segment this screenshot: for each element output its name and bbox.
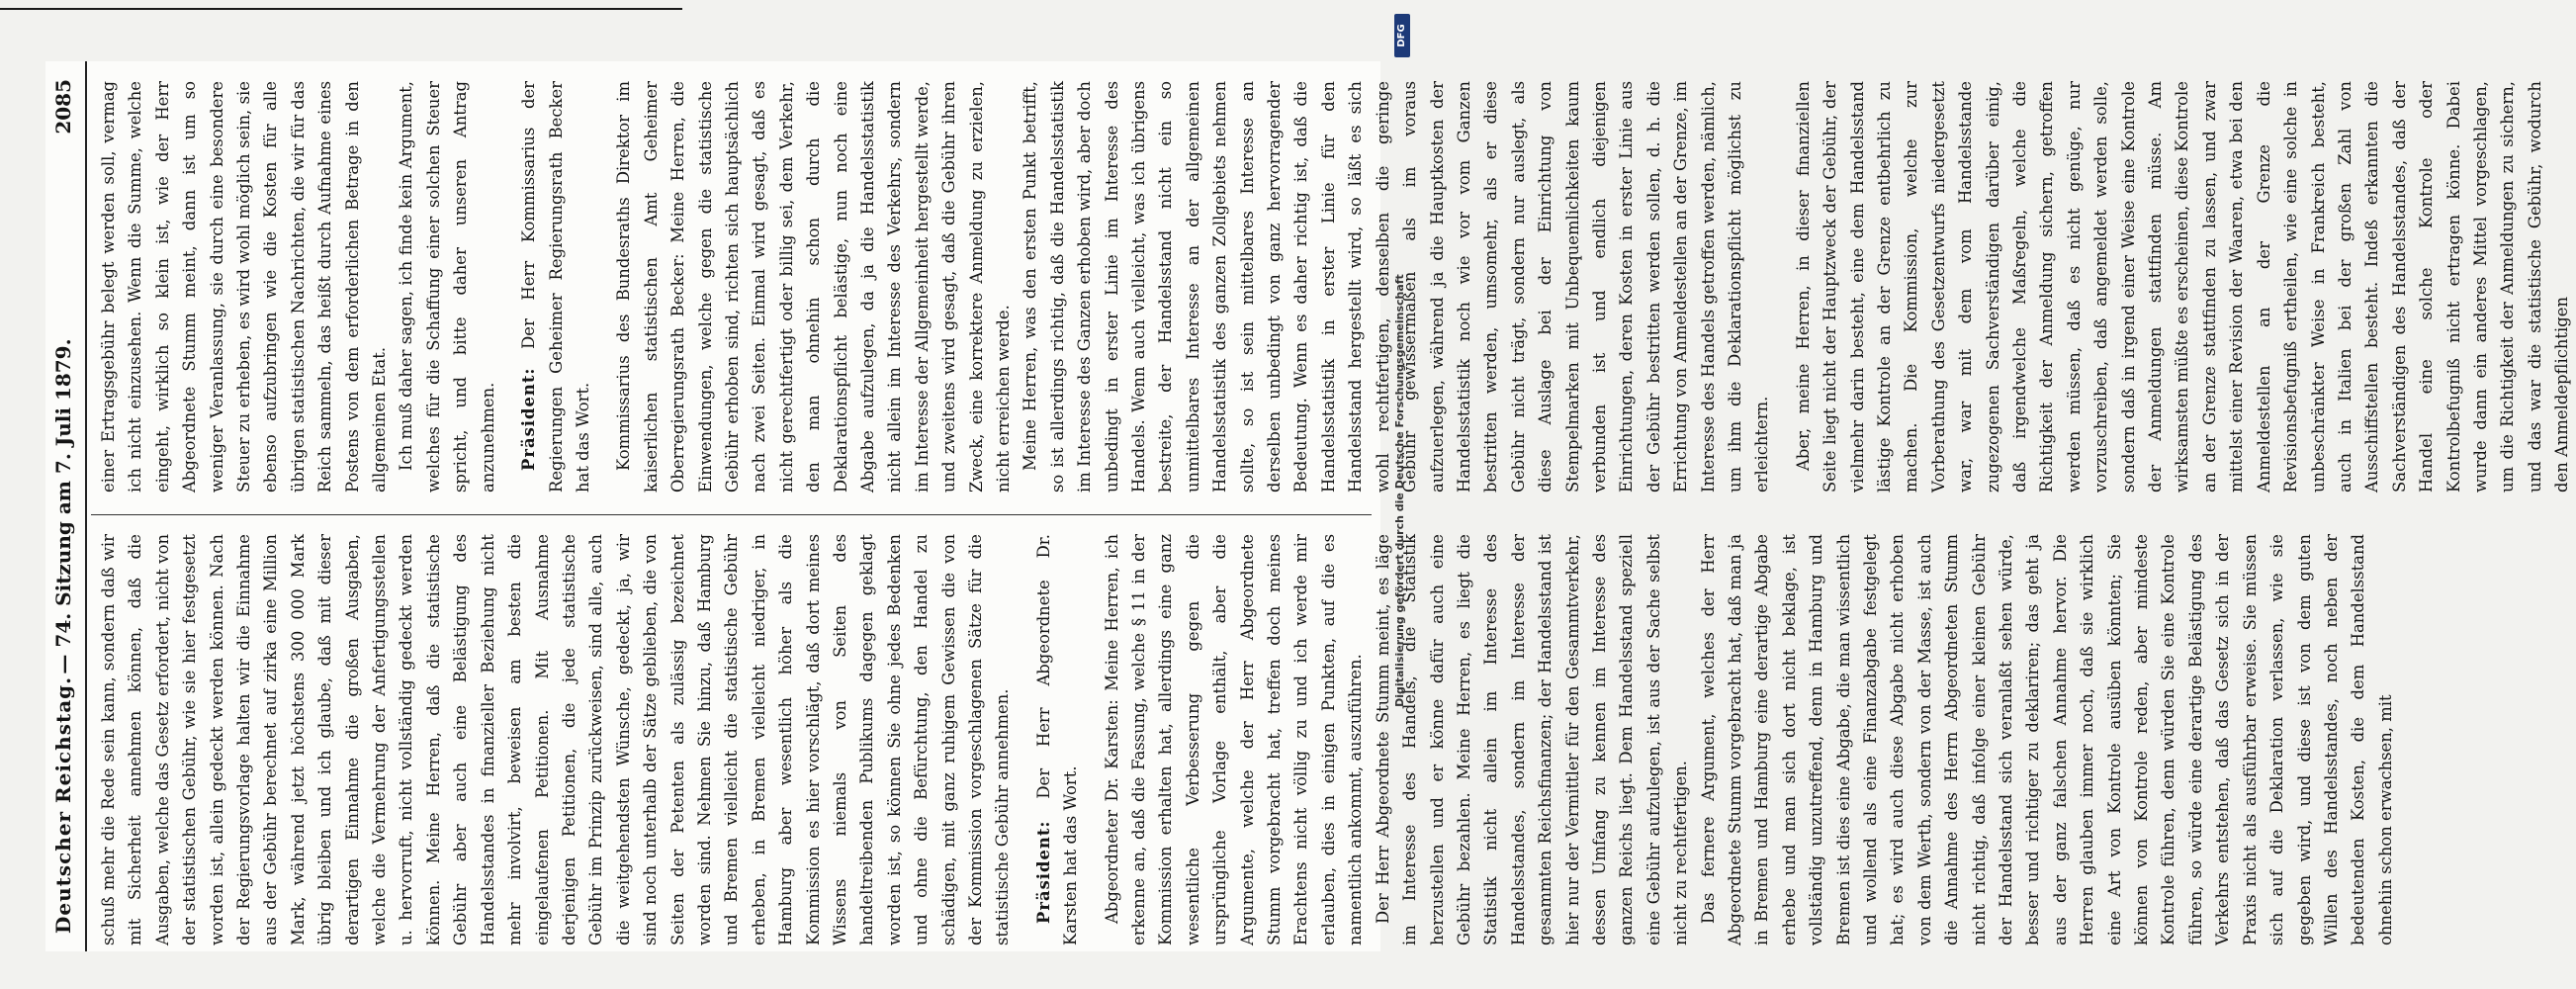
paragraph-text: Der Herr Abgeordnete Dr. Karsten hat das Wort. — [1033, 534, 1081, 945]
paragraph-text: Der Herr Abgeordnete Stumm meint, es läge im Interesse des Handels, die Statistik herzustellen und er könne dafür auch eine Gebühr bezahlen. Meine Herren, es liegt die Statistik nicht allein im Interesse des Handelsstandes, sondern im Interesse der gesammten Reichsfinanzen; der Handelsstand ist hier nur der Vermittler für den Gesammtverkehr, dessen Umfang zu kennen im Interesse des ganzen Reichs liegt. Dem Handelsstand speziell eine Gebühr aufzulegen, ist aus der Sache selbst nicht zu rechtfertigen. — [1373, 534, 1691, 945]
paragraph-text: Meine Herren, was den ersten Punkt betrifft, so ist allerdings richtig, daß die Handelsstatistik im Interesse des Ganzen erhoben wird, aber doch unbedingt in erster Linie im Interesse des Handels. Wenn auch vielleicht, was ich übrigens bestreite, der Handelsstand nicht ein so unmittelbares Interesse an der allgemeinen Handelsstatistik des ganzen Zollgebiets nehmen sollte, so ist sein mittelbares Interesse an derselben unbedingt von ganz hervorragender Bedeutung. Wenn es daher richtig ist, daß die Handelsstatistik in erster Linie für den Handelsstand hergestellt wird, so läßt es sich wohl rechtfertigen, denselben die geringe Gebühr gewissermaßen als im voraus aufzuerlegen, während ja die Hauptkosten der Handelsstatistik noch wie vor vom Ganzen bestritten werden, umsomehr, als er diese Gebühr nicht trägt, sondern nur auslegt, als diese Auslage bei der Einrichtung von Stempelmarken mit Unbequemlichkeiten kaum verbunden ist und endlich diejenigen Einrichtungen, deren Kosten in erster Linie aus der Gebühr bestritten werden sollen, d. h. die Errichtung von Anmeldestellen an der Grenze, im Interesse des Handels getroffen werden, nämlich, um ihm die Deklarationspflicht möglichst zu erleichtern. — [1021, 81, 1772, 493]
dfg-logo-text: DFG — [1396, 24, 1407, 47]
paragraph — [610, 81, 1017, 493]
header-left: Deutscher Reichstag. — [51, 675, 75, 934]
page-header — [45, 61, 83, 951]
paragraph-text: schuß mehr die Rede sein kann, sondern daß wir mit Sicherheit annehmen können, daß die Ausgaben, welche das Gesetz erfordert, nicht von der statistischen Gebühr, wie sie hier festgesetzt worden ist, allein gedeckt werden können. Nach der Regierungsvorlage halten wir die Einnahme aus der Gebühr berechnet auf zirka eine Million Mark, während jetzt höchstens 300 000 Mark übrig bleiben und ich glaube, daß mit dieser derartigen Einnahme die großen Ausgaben, welche die Vermehrung der Anfertigungsstellen u. hervorruft, nicht vollständig gedeckt werden können. Meine Herren, daß die statistische Gebühr aber auch eine Belästigung des Handelsstandes in finanzieller Beziehung nicht mehr involvirt, beweisen am besten die eingelaufenen Petitionen. Mit Ausnahme derjenigen Petitionen, die jede statistische Gebühr im Prinzip zurückweisen, sind alle, auch die weitgehendsten Wünsche, gedeckt, ja, wir sind noch unterhalb der Sätze geblieben, die von Seiten der Petenten als zulässig bezeichnet worden sind. Nehmen Sie hinzu, daß Hamburg und Bremen vielleicht die statistische Gebühr erheben, in Bremen vielleicht niedriger, in Hamburg aber wesentlich höher als die Kommission es hier vorschlägt, daß dort meines Wissens niemals von Seiten des handeltreibenden Publikums dagegen geklagt worden ist, so können Sie ohne jedes Bedenken und ohne die Befürchtung, den Handel zu schädigen, mit ganz ruhigem Gewissen die von der Kommission vorgeschlagenen Sätze für die statistische Gebühr annehmen. — [99, 534, 1013, 945]
page-number: 2085 — [51, 79, 75, 135]
paragraph-text: Aber, meine Herren, in dieser finanziellen Seite liegt nicht der Hauptzweck der Gebühr, der vielmehr darin besteht, eine dem Handelsstand lästige Kontrole an der Grenze entbehrlich zu machen. Die Kommission, welche zur Vorberathung des Gesetzentwurfs niedergesetzt war, war mit dem vom Handelsstande zugezogenen Sachverständigen darüber einig, daß irgendwelche Maßregeln, welche die Richtigkeit der Anmeldung sichern, getroffen werden müssen, daß es nicht genüge, nur vorzuschreiben, daß angemeldet werden solle, sondern daß in irgend einer Weise eine Kontrole der Anmeldungen stattfinden müsse. Am wirksamsten müßte es erscheinen, diese Kontrole an der Grenze stattfinden zu lassen, und zwar mittelst einer Revision der Waaren, etwa bei den Anmeldestellen an der Grenze die Revisionsbefugniß ertheilen, wie eine solche in unbeschränkter Weise in Frankreich besteht, auch in Italien bei der großen Zahl von Ausschiffstellen besteht. Indeß erkannten die Sachverständigen des Handelsstandes, daß der Handel eine solche Kontrole oder Kontrolbefugniß nicht ertragen könne. Dabei wurde dann ein anderes Mittel vorgeschlagen, um die Richtigkeit der Anmeldungen zu sichern, und das war die statistische Gebühr, wodurch den Anmeldepflichtigen — [1793, 81, 2572, 493]
paragraph — [1099, 534, 1370, 945]
paragraph — [95, 81, 393, 493]
paragraph-gap — [501, 81, 515, 493]
left-column — [95, 534, 2395, 945]
paragraph-text: Der Herr Kommissarius der Regierungen Geheimer Regierungsrath Becker hat das Wort. — [519, 81, 592, 493]
paragraph-gap — [1776, 81, 1790, 493]
paragraph-gap — [1017, 534, 1030, 945]
digitization-sidebar — [1389, 0, 1416, 989]
speaker-label: Präsident: — [519, 367, 539, 471]
paragraph — [1370, 534, 1695, 945]
paragraph-text: Abgeordneter Dr. Karsten: Meine Herren, ich erkenne an, daß die Fassung, welche § 11 in der Kommission erhalten hat, allerdings eine ganz wesentliche Verbesserung gegen die ursprüngliche Vorlage enthält, aber die Argumente, welche der Herr Abgeordnete Stumm vorgebracht hat, treffen doch meines Erachtens nicht völlig zu und ich werde mir erlauben, dies in einigen Punkten, auf die es namentlich ankommt, auszuführen. — [1102, 534, 1366, 945]
sidebar-credit-text: Digitalisierung gefördert durch die Deutsche Forschungsgemeinschaft — [1393, 274, 1406, 707]
header-center: — 74. Sitzung am 7. Juli 1879. — [51, 338, 75, 674]
header-rule — [85, 61, 87, 951]
paragraph — [95, 534, 1017, 945]
scan-edge-line — [0, 8, 682, 10]
dfg-logo — [1394, 14, 1410, 57]
paragraph — [515, 81, 596, 493]
paragraph-text: Ich muß daher sagen, ich finde kein Argument, welches für die Schaffung einer solchen Steuer spricht, und bitte daher unseren Antrag anzunehmen. — [397, 81, 497, 493]
paragraph-text: Kommissarius des Bundesraths Direktor im kaiserlichen statistischen Amt Geheimer Oberregierungsrath Becker: Meine Herren, die Einwendungen, welche gegen die statistische Gebühr erhoben sind, richten sich hauptsächlich nach zwei Seiten. Einmal wird gesagt, daß es nicht gerechtfertigt oder billig sei, dem Verkehr, den man ohnehin schon durch die Deklarationspflicht belästige, nun noch eine Abgabe aufzulegen, da ja die Handelsstatistik nicht allein im Interesse des Verkehrs, sondern im Interesse der Allgemeinheit hergestellt werde, und zweitens wird gesagt, daß die Gebühr ihren Zweck, eine korrektere Anmeldung zu erzielen, nicht erreichen werde. — [614, 81, 1013, 493]
paragraph-text: einer Ertragsgebühr belegt werden soll, vermag ich nicht einzusehen. Wenn die Summe, welche eingeht, wirklich so klein ist, wie der Herr Abgeordnete Stumm meint, dann ist um so weniger Veranlassung, sie durch eine besondere Steuer zu erheben, es wird wohl möglich sein, sie ebenso aufzubringen wie die Kosten für alle übrigen statistischen Nachrichten, die wir für das Reich sammeln, das heißt durch Aufnahme eines Postens von dem erforderlichen Betrage in den allgemeinen Etat. — [99, 81, 390, 493]
paragraph — [393, 81, 501, 493]
paragraph-gap — [596, 81, 610, 493]
column-separator — [91, 514, 1372, 515]
paragraph-gap — [1085, 534, 1099, 945]
paragraph-text: Das fernere Argument, welches der Herr Abgeordnete Stumm vorgebracht hat, daß man ja in Bremen und Hamburg eine derartige Abgabe erhebe und man sich dort nicht beklage, ist vollständig unzutreffend, denn in Hamburg und Bremen ist dies eine Abgabe, die man wissentlich und wollend als eine Finanzabgabe festgelegt hat; es wird auch diese Abgabe nicht erhoben von dem Werth, sondern von der Masse, ist auch die Annahme des Herrn Abgeordneten Stumm nicht richtig, daß infolge einer kleinen Gebühr der Handelsstand sich veranlaßt sehen würde, besser und richtiger zu deklariren; das geht ja aus der ganz falschen Annahme hervor. Die Herren glauben immer noch, daß sie wirklich eine Art von Kontrole ausüben könnten; Sie können von Kontrole reden, aber mindeste Kontrole führen, denn würden Sie eine Kontrole führen, so würde eine derartige Belästigung des Verkehrs entstehen, daß das Gesetz sich in der Praxis nicht als ausführbar erweise. Sie müssen sich auf die Deklaration verlassen, wie sie gegeben wird, und diese ist von dem guten Willen des Handelsstandes, noch neben der bedeutenden Kosten, die dem Handelsstand ohnehin schon erwachsen, mit — [1698, 534, 2395, 945]
paragraph — [1030, 534, 1085, 945]
speaker-label: Präsident: — [1033, 820, 1053, 924]
paragraph — [1695, 534, 2400, 945]
paragraph — [1790, 81, 2576, 493]
